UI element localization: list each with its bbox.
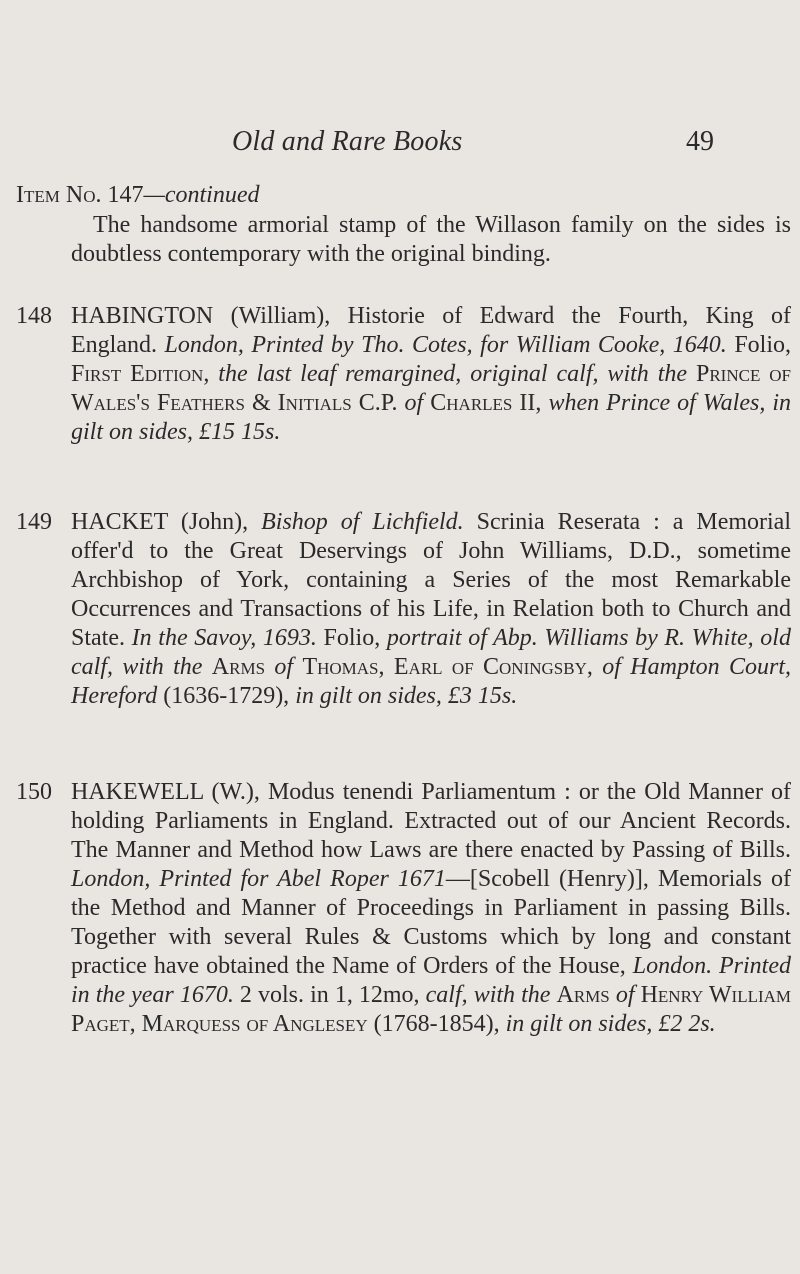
catalogue-entry: HABINGTON (William), Historie of Edward the Fourth, King of England. London, Printed by Tho. Cotes, for William Cooke, 1640. Folio, First Edition, the last leaf remargined, original calf, with the Prince of Wales's Feathers & Initials C.P. of Charles II, when Prince of Wales, in gilt on sides, £15 15s. xyxy=(71,303,792,445)
entry-number: 149 xyxy=(16,509,52,535)
entry-number: 150 xyxy=(16,779,52,805)
continued-item-label: Item No. 147 xyxy=(16,182,144,208)
catalogue-entry: HACKET (John), Bishop of Lichfield. Scrinia Reserata : a Memorial offer'd to the Great Deservings of John Williams, D.D., sometime Archbishop of York, containing a Series of the most Remarkable Occurrences and Transactions of his Life, in Relation both to Church and State. In the Savoy, 1693. Folio, portrait of Abp. Williams by R. White, old calf, with the Arms of Thomas, Earl of Coningsby, of Hampton Court, Hereford (1636-1729), in gilt on sides, £3 15s. xyxy=(71,509,792,709)
page-number: 49 xyxy=(686,126,714,157)
running-title: Old and Rare Books xyxy=(232,126,463,157)
entry-number: 148 xyxy=(16,303,52,329)
continued-suffix: —continued xyxy=(143,182,260,208)
continued-text: The handsome armorial stamp of the Willason family on the sides is doubtless contemporary with the original binding. xyxy=(71,212,791,267)
catalogue-entry: HAKEWELL (W.), Modus tenendi Parliamentum : or the Old Manner of holding Parliaments in England. Extracted out of our Ancient Records. The Manner and Method how Laws are there enacted by Passing of Bills. London, Printed for Abel Roper 1671—[Scobell (Henry)], Memorials of the Method and Manner of Proceedings in Parliament in passing Bills. Together with several Rules & Customs which by long and constant practice have obtained the Name of Orders of the House, London. Printed in the year 1670. 2 vols. in 1, 12mo, calf, with the Arms of Henry William Paget, Marquess of Anglesey (1768-1854), in gilt on sides, £2 2s. xyxy=(71,779,792,1037)
continued-label xyxy=(16,182,259,209)
